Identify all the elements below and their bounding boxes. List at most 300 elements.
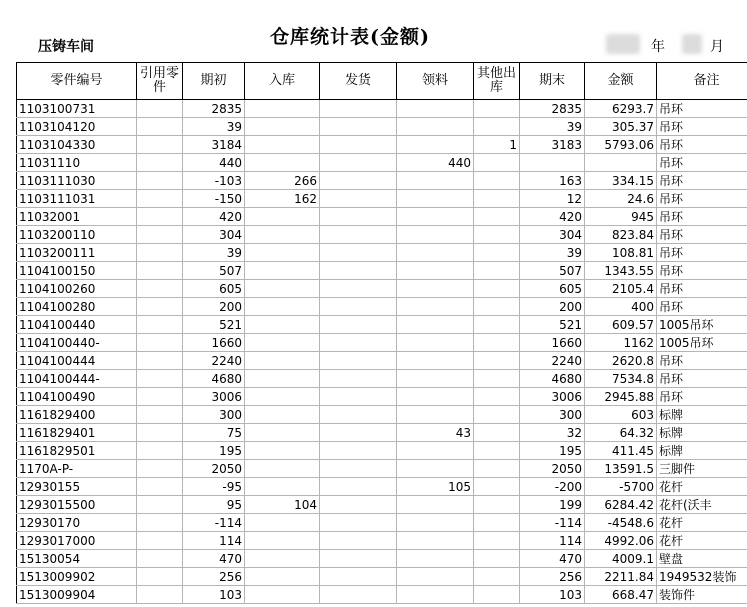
cell-opening: 2050 xyxy=(183,460,245,478)
cell-opening: 4680 xyxy=(183,370,245,388)
cell-inbound: 162 xyxy=(245,190,320,208)
cell-other-out xyxy=(474,406,520,424)
cell-ref-part xyxy=(137,280,183,298)
cell-part-code: 1161829401 xyxy=(17,424,137,442)
cell-part-code: 1161829400 xyxy=(17,406,137,424)
cell-note: 吊环 xyxy=(657,136,747,154)
cell-ref-part xyxy=(137,244,183,262)
column-header-inbound: 入库 xyxy=(245,63,320,100)
cell-closing: 2835 xyxy=(520,100,585,118)
cell-note: 1949532装饰 xyxy=(657,568,747,586)
cell-ref-part xyxy=(137,478,183,496)
cell-note: 吊环 xyxy=(657,370,747,388)
cell-shipped xyxy=(320,118,397,136)
cell-other-out xyxy=(474,478,520,496)
cell-note: 标牌 xyxy=(657,442,747,460)
cell-closing: 39 xyxy=(520,244,585,262)
table-row xyxy=(17,316,747,334)
table-row xyxy=(17,334,747,352)
cell-opening: 114 xyxy=(183,532,245,550)
cell-other-out xyxy=(474,316,520,334)
cell-picked xyxy=(397,532,474,550)
cell-opening: -103 xyxy=(183,172,245,190)
cell-other-out xyxy=(474,352,520,370)
cell-inbound xyxy=(245,424,320,442)
cell-amount: 2620.8 xyxy=(585,352,657,370)
cell-other-out xyxy=(474,262,520,280)
table-row xyxy=(17,298,747,316)
cell-opening: 103 xyxy=(183,586,245,604)
cell-part-code: 1103200111 xyxy=(17,244,137,262)
cell-shipped xyxy=(320,316,397,334)
cell-part-code: 15130054 xyxy=(17,550,137,568)
table-row xyxy=(17,406,747,424)
cell-picked xyxy=(397,514,474,532)
cell-picked xyxy=(397,136,474,154)
table-row xyxy=(17,118,747,136)
cell-shipped xyxy=(320,532,397,550)
cell-part-code: 1103104120 xyxy=(17,118,137,136)
cell-picked xyxy=(397,280,474,298)
cell-ref-part xyxy=(137,568,183,586)
cell-closing: 420 xyxy=(520,208,585,226)
cell-shipped xyxy=(320,460,397,478)
table-row xyxy=(17,244,747,262)
column-header-ref-part: 引用零件 xyxy=(137,63,183,100)
cell-opening: 1660 xyxy=(183,334,245,352)
cell-note: 吊环 xyxy=(657,100,747,118)
table-row xyxy=(17,514,747,532)
cell-inbound xyxy=(245,334,320,352)
cell-inbound xyxy=(245,208,320,226)
cell-opening: -150 xyxy=(183,190,245,208)
cell-inbound xyxy=(245,514,320,532)
cell-inbound xyxy=(245,460,320,478)
cell-closing xyxy=(520,154,585,172)
column-header-other-out: 其他出库 xyxy=(474,63,520,100)
cell-ref-part xyxy=(137,118,183,136)
cell-ref-part xyxy=(137,532,183,550)
cell-closing: 114 xyxy=(520,532,585,550)
cell-picked: 43 xyxy=(397,424,474,442)
cell-inbound xyxy=(245,316,320,334)
cell-ref-part xyxy=(137,262,183,280)
cell-ref-part xyxy=(137,316,183,334)
cell-other-out xyxy=(474,244,520,262)
cell-picked xyxy=(397,244,474,262)
table-row xyxy=(17,388,747,406)
cell-other-out xyxy=(474,514,520,532)
cell-shipped xyxy=(320,154,397,172)
cell-other-out xyxy=(474,208,520,226)
cell-other-out xyxy=(474,550,520,568)
cell-closing: -114 xyxy=(520,514,585,532)
cell-opening: 2240 xyxy=(183,352,245,370)
cell-note: 花杆 xyxy=(657,532,747,550)
cell-opening: 195 xyxy=(183,442,245,460)
cell-part-code: 1104100490 xyxy=(17,388,137,406)
cell-picked xyxy=(397,226,474,244)
cell-amount: 945 xyxy=(585,208,657,226)
cell-closing: 3183 xyxy=(520,136,585,154)
cell-closing: 2050 xyxy=(520,460,585,478)
cell-picked xyxy=(397,586,474,604)
cell-amount: 334.15 xyxy=(585,172,657,190)
cell-opening: 521 xyxy=(183,316,245,334)
cell-closing: 12 xyxy=(520,190,585,208)
cell-closing: 200 xyxy=(520,298,585,316)
cell-part-code: 1513009904 xyxy=(17,586,137,604)
cell-note: 装饰件 xyxy=(657,586,747,604)
column-header-shipped: 发货 xyxy=(320,63,397,100)
cell-inbound xyxy=(245,568,320,586)
cell-opening: -95 xyxy=(183,478,245,496)
cell-part-code: 1104100440- xyxy=(17,334,137,352)
table-row xyxy=(17,208,747,226)
cell-note: 吊环 xyxy=(657,208,747,226)
cell-part-code: 1103104330 xyxy=(17,136,137,154)
cell-note: 三脚件 xyxy=(657,460,747,478)
column-header-opening: 期初 xyxy=(183,63,245,100)
cell-inbound xyxy=(245,388,320,406)
page-title: 仓库统计表(金额) xyxy=(270,26,430,48)
cell-ref-part xyxy=(137,154,183,172)
table-row xyxy=(17,370,747,388)
month-label: 月 xyxy=(710,39,724,55)
cell-shipped xyxy=(320,280,397,298)
cell-part-code: 1103111030 xyxy=(17,172,137,190)
table-row xyxy=(17,172,747,190)
cell-part-code: 11032001 xyxy=(17,208,137,226)
cell-shipped xyxy=(320,478,397,496)
cell-ref-part xyxy=(137,172,183,190)
cell-inbound xyxy=(245,550,320,568)
cell-inbound xyxy=(245,370,320,388)
table-row xyxy=(17,280,747,298)
cell-amount: 7534.8 xyxy=(585,370,657,388)
cell-closing: 2240 xyxy=(520,352,585,370)
cell-other-out xyxy=(474,442,520,460)
cell-note: 标牌 xyxy=(657,424,747,442)
cell-other-out xyxy=(474,568,520,586)
cell-picked xyxy=(397,406,474,424)
cell-amount: 4009.1 xyxy=(585,550,657,568)
cell-other-out xyxy=(474,298,520,316)
cell-part-code: 1293015500 xyxy=(17,496,137,514)
cell-amount: 2945.88 xyxy=(585,388,657,406)
cell-shipped xyxy=(320,100,397,118)
cell-other-out xyxy=(474,424,520,442)
cell-amount: 823.84 xyxy=(585,226,657,244)
cell-picked xyxy=(397,496,474,514)
cell-ref-part xyxy=(137,334,183,352)
cell-picked xyxy=(397,568,474,586)
cell-inbound xyxy=(245,478,320,496)
cell-opening: 3006 xyxy=(183,388,245,406)
cell-part-code: 1161829501 xyxy=(17,442,137,460)
cell-note: 花杆 xyxy=(657,478,747,496)
cell-inbound xyxy=(245,136,320,154)
cell-note: 吊环 xyxy=(657,352,747,370)
table-row xyxy=(17,136,747,154)
cell-note: 1005吊环 xyxy=(657,334,747,352)
cell-part-code: 1104100444- xyxy=(17,370,137,388)
cell-amount: 609.57 xyxy=(585,316,657,334)
cell-opening: 304 xyxy=(183,226,245,244)
cell-ref-part xyxy=(137,100,183,118)
cell-amount: 13591.5 xyxy=(585,460,657,478)
cell-inbound xyxy=(245,226,320,244)
cell-opening: 470 xyxy=(183,550,245,568)
cell-part-code: 1104100260 xyxy=(17,280,137,298)
cell-opening: 300 xyxy=(183,406,245,424)
cell-closing: 163 xyxy=(520,172,585,190)
workshop-label: 压铸车间 xyxy=(38,39,94,55)
cell-opening: 605 xyxy=(183,280,245,298)
redacted-year xyxy=(606,34,640,54)
cell-picked xyxy=(397,316,474,334)
cell-ref-part xyxy=(137,190,183,208)
cell-other-out xyxy=(474,280,520,298)
cell-shipped xyxy=(320,424,397,442)
cell-amount: 6284.42 xyxy=(585,496,657,514)
redacted-month xyxy=(682,34,702,54)
table-row xyxy=(17,100,747,118)
cell-amount: 4992.06 xyxy=(585,532,657,550)
cell-closing: 1660 xyxy=(520,334,585,352)
column-header-closing: 期末 xyxy=(520,63,585,100)
cell-shipped xyxy=(320,298,397,316)
cell-picked xyxy=(397,298,474,316)
cell-opening: 420 xyxy=(183,208,245,226)
cell-opening: 256 xyxy=(183,568,245,586)
cell-picked xyxy=(397,442,474,460)
cell-note: 吊环 xyxy=(657,118,747,136)
cell-shipped xyxy=(320,442,397,460)
cell-inbound xyxy=(245,244,320,262)
cell-opening: 39 xyxy=(183,118,245,136)
cell-opening: 200 xyxy=(183,298,245,316)
cell-other-out xyxy=(474,460,520,478)
cell-closing: 39 xyxy=(520,118,585,136)
cell-inbound: 104 xyxy=(245,496,320,514)
cell-picked xyxy=(397,262,474,280)
cell-other-out: 1 xyxy=(474,136,520,154)
cell-shipped xyxy=(320,568,397,586)
cell-amount: 1343.55 xyxy=(585,262,657,280)
column-header-picked: 领料 xyxy=(397,63,474,100)
cell-amount: 108.81 xyxy=(585,244,657,262)
cell-note: 1005吊环 xyxy=(657,316,747,334)
cell-amount: -5700 xyxy=(585,478,657,496)
column-header-amount: 金额 xyxy=(585,63,657,100)
cell-closing: 4680 xyxy=(520,370,585,388)
table-row xyxy=(17,550,747,568)
cell-ref-part xyxy=(137,586,183,604)
table-row xyxy=(17,190,747,208)
cell-ref-part xyxy=(137,442,183,460)
cell-shipped xyxy=(320,172,397,190)
table-row xyxy=(17,532,747,550)
cell-closing: 521 xyxy=(520,316,585,334)
cell-picked xyxy=(397,550,474,568)
cell-ref-part xyxy=(137,550,183,568)
cell-other-out xyxy=(474,190,520,208)
cell-note: 吊环 xyxy=(657,190,747,208)
cell-picked xyxy=(397,388,474,406)
cell-part-code: 1103111031 xyxy=(17,190,137,208)
year-label: 年 xyxy=(651,39,665,55)
cell-closing: 199 xyxy=(520,496,585,514)
date-area xyxy=(604,34,744,56)
cell-closing: 195 xyxy=(520,442,585,460)
cell-closing: 605 xyxy=(520,280,585,298)
cell-inbound: 266 xyxy=(245,172,320,190)
cell-picked xyxy=(397,100,474,118)
cell-note: 吊环 xyxy=(657,262,747,280)
cell-part-code: 1170A-P- xyxy=(17,460,137,478)
cell-amount xyxy=(585,154,657,172)
table-row xyxy=(17,262,747,280)
cell-ref-part xyxy=(137,370,183,388)
cell-ref-part xyxy=(137,208,183,226)
cell-amount: 1162 xyxy=(585,334,657,352)
cell-ref-part xyxy=(137,514,183,532)
cell-ref-part xyxy=(137,406,183,424)
cell-note: 壁盘 xyxy=(657,550,747,568)
cell-picked: 440 xyxy=(397,154,474,172)
cell-other-out xyxy=(474,532,520,550)
cell-closing: 32 xyxy=(520,424,585,442)
cell-picked xyxy=(397,334,474,352)
cell-note: 吊环 xyxy=(657,172,747,190)
table-row xyxy=(17,154,747,172)
cell-part-code: 11031110 xyxy=(17,154,137,172)
table-row xyxy=(17,460,747,478)
cell-amount: 6293.7 xyxy=(585,100,657,118)
cell-closing: 304 xyxy=(520,226,585,244)
cell-shipped xyxy=(320,550,397,568)
cell-other-out xyxy=(474,334,520,352)
cell-other-out xyxy=(474,388,520,406)
cell-closing: -200 xyxy=(520,478,585,496)
cell-amount: 603 xyxy=(585,406,657,424)
cell-other-out xyxy=(474,496,520,514)
table-row xyxy=(17,496,747,514)
cell-note: 吊环 xyxy=(657,298,747,316)
cell-shipped xyxy=(320,244,397,262)
cell-amount: 5793.06 xyxy=(585,136,657,154)
cell-other-out xyxy=(474,586,520,604)
cell-shipped xyxy=(320,514,397,532)
cell-opening: 507 xyxy=(183,262,245,280)
cell-opening: 75 xyxy=(183,424,245,442)
cell-amount: 2211.84 xyxy=(585,568,657,586)
cell-picked xyxy=(397,190,474,208)
cell-ref-part xyxy=(137,388,183,406)
cell-ref-part xyxy=(137,496,183,514)
cell-amount: 668.47 xyxy=(585,586,657,604)
cell-part-code: 12930155 xyxy=(17,478,137,496)
cell-part-code: 1104100440 xyxy=(17,316,137,334)
column-header-part-code: 零件编号 xyxy=(17,63,137,100)
cell-amount: 411.45 xyxy=(585,442,657,460)
cell-picked: 105 xyxy=(397,478,474,496)
cell-opening: -114 xyxy=(183,514,245,532)
cell-inbound xyxy=(245,262,320,280)
cell-other-out xyxy=(474,172,520,190)
cell-picked xyxy=(397,172,474,190)
cell-other-out xyxy=(474,370,520,388)
cell-shipped xyxy=(320,136,397,154)
cell-part-code: 1293017000 xyxy=(17,532,137,550)
cell-ref-part xyxy=(137,226,183,244)
cell-note: 吊环 xyxy=(657,280,747,298)
cell-closing: 470 xyxy=(520,550,585,568)
cell-ref-part xyxy=(137,298,183,316)
cell-closing: 300 xyxy=(520,406,585,424)
cell-inbound xyxy=(245,280,320,298)
cell-opening: 3184 xyxy=(183,136,245,154)
cell-ref-part xyxy=(137,136,183,154)
cell-note: 吊环 xyxy=(657,226,747,244)
cell-other-out xyxy=(474,154,520,172)
cell-picked xyxy=(397,118,474,136)
cell-opening: 95 xyxy=(183,496,245,514)
cell-amount: 2105.4 xyxy=(585,280,657,298)
cell-amount: 305.37 xyxy=(585,118,657,136)
table-row xyxy=(17,226,747,244)
cell-note: 花杆(沃丰 xyxy=(657,496,747,514)
cell-shipped xyxy=(320,370,397,388)
cell-opening: 440 xyxy=(183,154,245,172)
cell-inbound xyxy=(245,442,320,460)
cell-inbound xyxy=(245,352,320,370)
cell-part-code: 1104100444 xyxy=(17,352,137,370)
cell-shipped xyxy=(320,586,397,604)
cell-ref-part xyxy=(137,352,183,370)
cell-closing: 507 xyxy=(520,262,585,280)
cell-inbound xyxy=(245,100,320,118)
cell-part-code: 1103100731 xyxy=(17,100,137,118)
cell-inbound xyxy=(245,298,320,316)
cell-ref-part xyxy=(137,460,183,478)
cell-shipped xyxy=(320,352,397,370)
table-row xyxy=(17,352,747,370)
cell-inbound xyxy=(245,118,320,136)
table-row xyxy=(17,586,747,604)
cell-shipped xyxy=(320,208,397,226)
cell-shipped xyxy=(320,226,397,244)
table-row xyxy=(17,424,747,442)
cell-picked xyxy=(397,370,474,388)
cell-note: 吊环 xyxy=(657,154,747,172)
stock-table xyxy=(16,62,747,604)
cell-inbound xyxy=(245,586,320,604)
cell-inbound xyxy=(245,406,320,424)
table-row xyxy=(17,568,747,586)
table-row xyxy=(17,478,747,496)
cell-note: 吊环 xyxy=(657,244,747,262)
cell-opening: 39 xyxy=(183,244,245,262)
cell-other-out xyxy=(474,226,520,244)
cell-closing: 103 xyxy=(520,586,585,604)
cell-opening: 2835 xyxy=(183,100,245,118)
cell-picked xyxy=(397,352,474,370)
cell-shipped xyxy=(320,388,397,406)
table-header-row xyxy=(17,63,747,100)
cell-shipped xyxy=(320,496,397,514)
